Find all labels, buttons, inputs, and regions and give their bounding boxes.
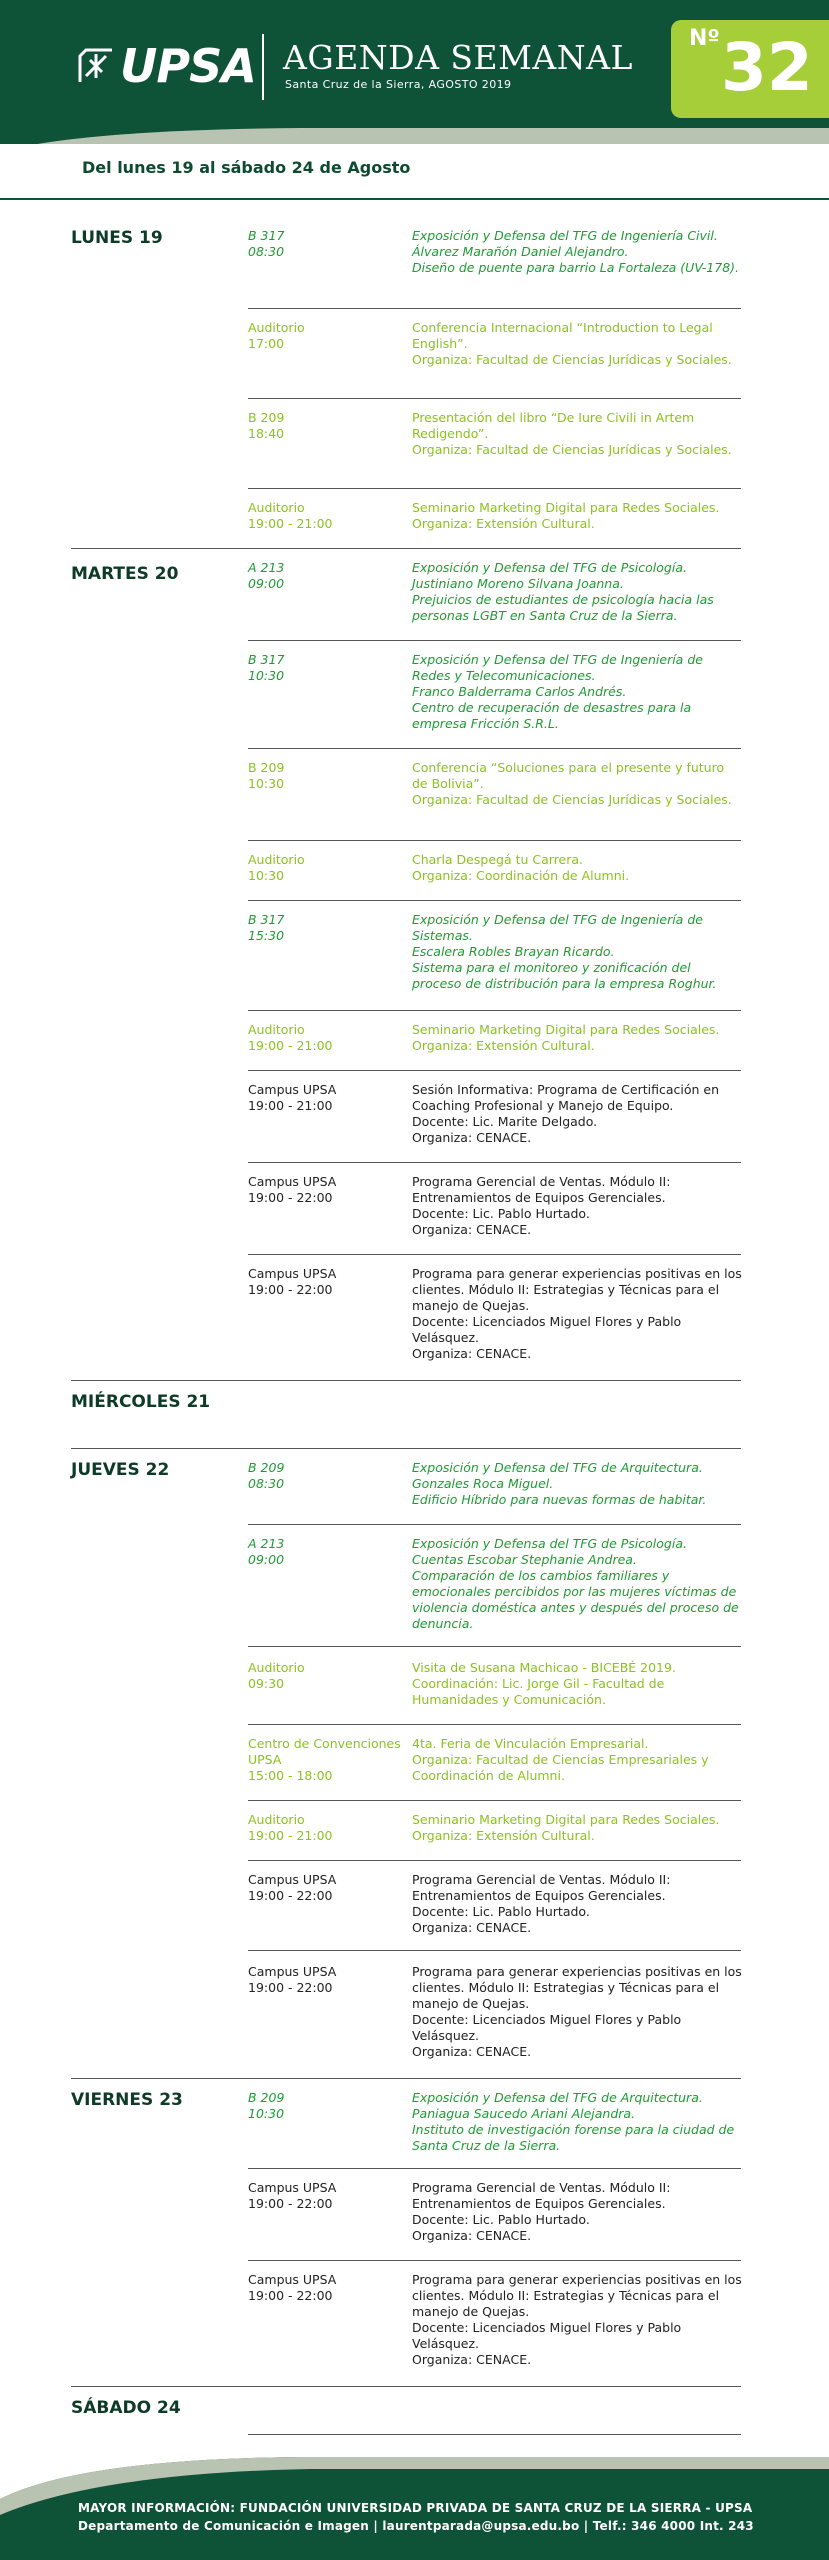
row-divider	[71, 1448, 741, 1449]
event-location: B 209 08:30	[248, 1460, 285, 1491]
row-divider	[248, 1724, 741, 1725]
row-divider	[248, 1162, 741, 1163]
event-description: Seminario Marketing Digital para Redes Sociales. Organiza: Extensión Cultural.	[412, 1022, 720, 1053]
row-divider	[248, 1524, 741, 1525]
event-description: Conferencia “Soluciones para el presente y futuro de Bolivia”. Organiza: Facultad de Ciencias Jurídicas y Sociales.	[412, 760, 732, 807]
event-location: Campus UPSA 19:00 - 22:00	[248, 1872, 337, 1903]
event-location: Auditorio 09:30	[248, 1660, 305, 1691]
row-divider	[248, 2168, 741, 2169]
day-heading: SÁBADO 24	[71, 2398, 181, 2418]
brand-name: UPSA	[120, 39, 256, 93]
header-divider	[262, 34, 264, 100]
event-description: 4ta. Feria de Vinculación Empresarial. Organiza: Facultad de Ciencias Empresariales y Coordinación de Alumni.	[412, 1736, 709, 1783]
event-description: Exposición y Defensa del TFG de Ingeniería de Redes y Telecomunicaciones. Franco Balderrama Carlos Andrés. Centro de recuperación de desastres para la empresa Fricción S.R.L.	[412, 652, 703, 731]
event-location: Auditorio 19:00 - 21:00	[248, 500, 333, 531]
event-location: Centro de Convenciones UPSA 15:00 - 18:00	[248, 1736, 401, 1783]
event-location: Auditorio 10:30	[248, 852, 305, 883]
event-description: Seminario Marketing Digital para Redes Sociales. Organiza: Extensión Cultural.	[412, 1812, 720, 1843]
row-divider	[248, 1800, 741, 1801]
event-location: Campus UPSA 19:00 - 22:00	[248, 1964, 337, 1995]
row-divider	[248, 2434, 741, 2435]
row-divider	[248, 1254, 741, 1255]
footer-info-line: MAYOR INFORMACIÓN: FUNDACIÓN UNIVERSIDAD PRIVADA DE SANTA CRUZ DE LA SIERRA - UPSA	[78, 2501, 753, 2515]
row-divider	[248, 1646, 741, 1647]
page-title: AGENDA SEMANAL	[283, 38, 633, 77]
event-location: A 213 09:00	[248, 1536, 285, 1567]
event-description: Sesión Informativa: Programa de Certificación en Coaching Profesional y Manejo de Equipo. Docente: Lic. Marite Delgado. Organiza: CENACE.	[412, 1082, 719, 1145]
event-location: Campus UPSA 19:00 - 22:00	[248, 2272, 337, 2303]
event-description: Programa Gerencial de Ventas. Módulo II: Entrenamientos de Equipos Gerenciales. Docente: Lic. Pablo Hurtado. Organiza: CENACE.	[412, 1872, 671, 1935]
event-location: B 209 18:40	[248, 410, 285, 441]
day-heading: VIERNES 23	[71, 2090, 183, 2110]
event-description: Exposición y Defensa del TFG de Ingeniería Civil. Álvarez Marañón Daniel Alejandro. Diseño de puente para barrio La Fortaleza (UV-178).	[412, 228, 740, 275]
row-divider	[248, 1860, 741, 1861]
row-divider	[248, 900, 741, 901]
event-description: Programa Gerencial de Ventas. Módulo II: Entrenamientos de Equipos Gerenciales. Docente: Lic. Pablo Hurtado. Organiza: CENACE.	[412, 1174, 671, 1237]
row-divider	[248, 398, 741, 399]
day-heading: MIÉRCOLES 21	[71, 1392, 211, 1412]
event-description: Programa para generar experiencias positivas en los clientes. Módulo II: Estrategias y Técnicas para el manejo de Quejas. Docente: Licenciados Miguel Flores y Pablo Velásquez. Organiza: CENACE.	[412, 1964, 742, 2059]
row-divider	[248, 2260, 741, 2261]
issue-number-label: Nº	[689, 26, 720, 51]
event-location: Campus UPSA 19:00 - 22:00	[248, 1174, 337, 1205]
issue-number: 32	[721, 29, 813, 106]
footer-contact-line: Departamento de Comunicación e Imagen | laurentparada@upsa.edu.bo | Telf.: 346 4000 Int. 243	[78, 2519, 754, 2533]
event-location: Campus UPSA 19:00 - 22:00	[248, 2180, 337, 2211]
week-range: Del lunes 19 al sábado 24 de Agosto	[82, 158, 411, 177]
event-location: A 213 09:00	[248, 560, 285, 591]
upsa-logo-icon	[76, 46, 116, 86]
row-divider	[248, 488, 741, 489]
event-location: B 209 10:30	[248, 2090, 285, 2121]
row-divider	[248, 840, 741, 841]
event-location: Campus UPSA 19:00 - 21:00	[248, 1082, 337, 1113]
row-divider	[248, 640, 741, 641]
week-range-band	[0, 144, 829, 200]
event-description: Exposición y Defensa del TFG de Ingeniería de Sistemas. Escalera Robles Brayan Ricardo. Sistema para el monitoreo y zonificación del proceso de distribución para la empresa Roghur.	[412, 912, 717, 991]
event-description: Exposición y Defensa del TFG de Arquitectura. Gonzales Roca Miguel. Edificio Híbrido para nuevas formas de habitar.	[412, 1460, 707, 1507]
event-location: B 317 08:30	[248, 228, 285, 259]
event-description: Exposición y Defensa del TFG de Psicología. Justiniano Moreno Silvana Joanna. Prejuicios de estudiantes de psicología hacia las personas LGBT en Santa Cruz de la Sierra.	[412, 560, 714, 623]
row-divider	[248, 748, 741, 749]
upsa-logo	[76, 39, 256, 93]
page-subtitle: Santa Cruz de la Sierra, AGOSTO 2019	[285, 78, 512, 91]
day-heading: JUEVES 22	[71, 1460, 170, 1480]
event-description: Programa Gerencial de Ventas. Módulo II: Entrenamientos de Equipos Gerenciales. Docente: Lic. Pablo Hurtado. Organiza: CENACE.	[412, 2180, 671, 2243]
event-location: Auditorio 19:00 - 21:00	[248, 1812, 333, 1843]
event-description: Programa para generar experiencias positivas en los clientes. Módulo II: Estrategias y Técnicas para el manejo de Quejas. Docente: Licenciados Miguel Flores y Pablo Velásquez. Organiza: CENACE.	[412, 2272, 742, 2367]
row-divider	[71, 2078, 741, 2079]
row-divider	[71, 548, 741, 549]
row-divider	[248, 1010, 741, 1011]
event-description: Conferencia Internacional “Introduction to Legal English”. Organiza: Facultad de Ciencias Jurídicas y Sociales.	[412, 320, 732, 367]
row-divider	[248, 1950, 741, 1951]
event-description: Presentación del libro “De Iure Civili in Artem Redigendo”. Organiza: Facultad de Ciencias Jurídicas y Sociales.	[412, 410, 732, 457]
issue-number-badge	[671, 20, 829, 118]
event-location: B 317 15:30	[248, 912, 285, 943]
event-location: Campus UPSA 19:00 - 22:00	[248, 1266, 337, 1297]
event-description: Exposición y Defensa del TFG de Psicología. Cuentas Escobar Stephanie Andrea. Comparación de los cambios familiares y emocionales percibidos por las mujeres víctimas de violencia doméstica antes y después del proceso de denuncia.	[412, 1536, 739, 1631]
footer	[0, 2445, 829, 2560]
day-heading: LUNES 19	[71, 228, 163, 248]
row-divider	[71, 2386, 741, 2387]
event-location: B 317 10:30	[248, 652, 285, 683]
event-description: Charla Despegá tu Carrera. Organiza: Coordinación de Alumni.	[412, 852, 630, 883]
row-divider	[248, 308, 741, 309]
event-location: B 209 10:30	[248, 760, 285, 791]
day-heading: MARTES 20	[71, 564, 179, 584]
event-description: Seminario Marketing Digital para Redes Sociales. Organiza: Extensión Cultural.	[412, 500, 720, 531]
event-description: Programa para generar experiencias positivas en los clientes. Módulo II: Estrategias y Técnicas para el manejo de Quejas. Docente: Licenciados Miguel Flores y Pablo Velásquez. Organiza: CENACE.	[412, 1266, 742, 1361]
event-description: Visita de Susana Machicao - BICEBÉ 2019. Coordinación: Lic. Jorge Gil - Facultad de Humanidades y Comunicación.	[412, 1660, 676, 1707]
event-location: Auditorio 17:00	[248, 320, 305, 351]
row-divider	[71, 1380, 741, 1381]
event-location: Auditorio 19:00 - 21:00	[248, 1022, 333, 1053]
event-description: Exposición y Defensa del TFG de Arquitectura. Paniagua Saucedo Ariani Alejandra. Instituto de investigación forense para la ciudad de Santa Cruz de la Sierra.	[412, 2090, 735, 2153]
row-divider	[248, 1070, 741, 1071]
